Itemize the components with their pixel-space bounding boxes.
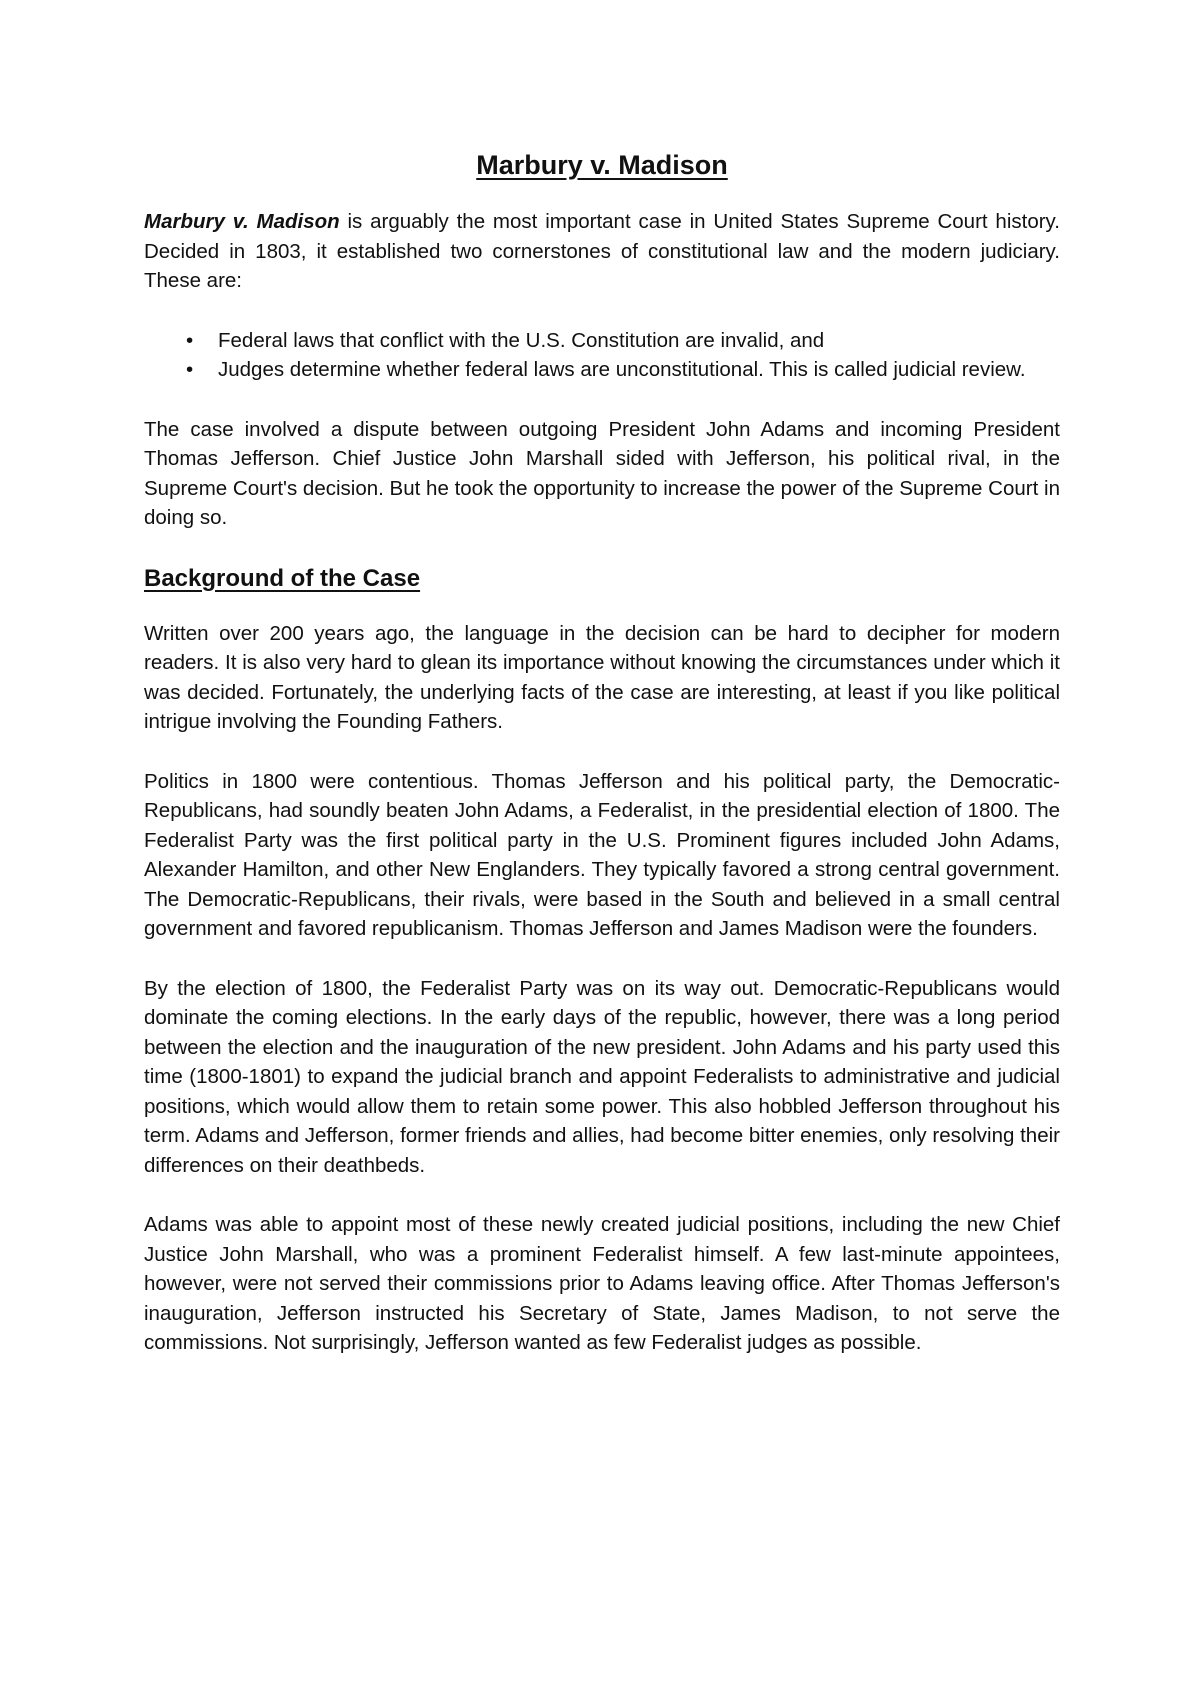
bullet-icon: • xyxy=(186,328,194,352)
list-item: • Judges determine whether federal laws are unconstitutional. This is called judicial review. xyxy=(144,355,1060,385)
bullet-icon: • xyxy=(186,358,194,381)
document-page xyxy=(144,150,1060,1388)
intro-lead-case-name: Marbury v. Madison xyxy=(144,210,340,233)
background-paragraph: Adams was able to appoint most of these newly created judicial positions, including the new Chief Justice John Marshall, who was a prominent Federalist himself. A few last-minute appointees, however, were not served their commissions prior to Adams leaving office. After Thomas Jefferson's inauguration, Jefferson instructed his Secretary of State, James Madison, to not serve the commissions. Not surprisingly, Jefferson wanted as few Federalist judges as possible. xyxy=(144,1213,1060,1354)
document-title: Marbury v. Madison xyxy=(476,150,728,180)
case-summary-paragraph: The case involved a dispute between outgoing President John Adams and incoming President Thomas Jefferson. Chief Justice John Marshall sided with Jefferson, his political rival, in the Supreme Court's decision. But he took the opportunity to increase the power of the Supreme Court in doing so. xyxy=(144,417,1060,529)
intro-paragraph xyxy=(144,207,1060,296)
intro-text: is arguably the most important case in United States Supreme Court history. Decided in 1803, it established two cornerstones of constitutional law and the modern judiciary. These are: xyxy=(144,210,1060,292)
list-item: • Federal laws that conflict with the U.S. Constitution are invalid, and xyxy=(144,326,1060,356)
holdings-list xyxy=(144,326,1060,385)
background-paragraph: Written over 200 years ago, the language in the decision can be hard to decipher for modern readers. It is also very hard to glean its importance without knowing the circumstances under which it was decided. Fortunately, the underlying facts of the case are interesting, at least if you like political intrigue involving the Founding Fathers. xyxy=(144,621,1060,733)
background-paragraph: Politics in 1800 were contentious. Thomas Jefferson and his political party, the Democratic-Republicans, had soundly beaten John Adams, a Federalist, in the presidential election of 1800. The Federalist Party was the first political party in the U.S. Prominent figures included John Adams, Alexander Hamilton, and other New Englanders. They typically favored a strong central government. The Democratic-Republicans, their rivals, were based in the South and believed in a small central government and favored republicanism. Thomas Jefferson and James Madison were the founders. xyxy=(144,769,1060,940)
background-paragraph: By the election of 1800, the Federalist Party was on its way out. Democratic-Republicans would dominate the coming elections. In the early days of the republic, however, there was a long period between the election and the inauguration of the new president. John Adams and his party used this time (1800-1801) to expand the judicial branch and appoint Federalists to administrative and judicial positions, which would allow them to retain some power. This also hobbled Jefferson throughout his term. Adams and Jefferson, former friends and allies, had become bitter enemies, only resolving their differences on their deathbeds. xyxy=(144,976,1060,1177)
section-heading-background: Background of the Case xyxy=(144,564,421,592)
